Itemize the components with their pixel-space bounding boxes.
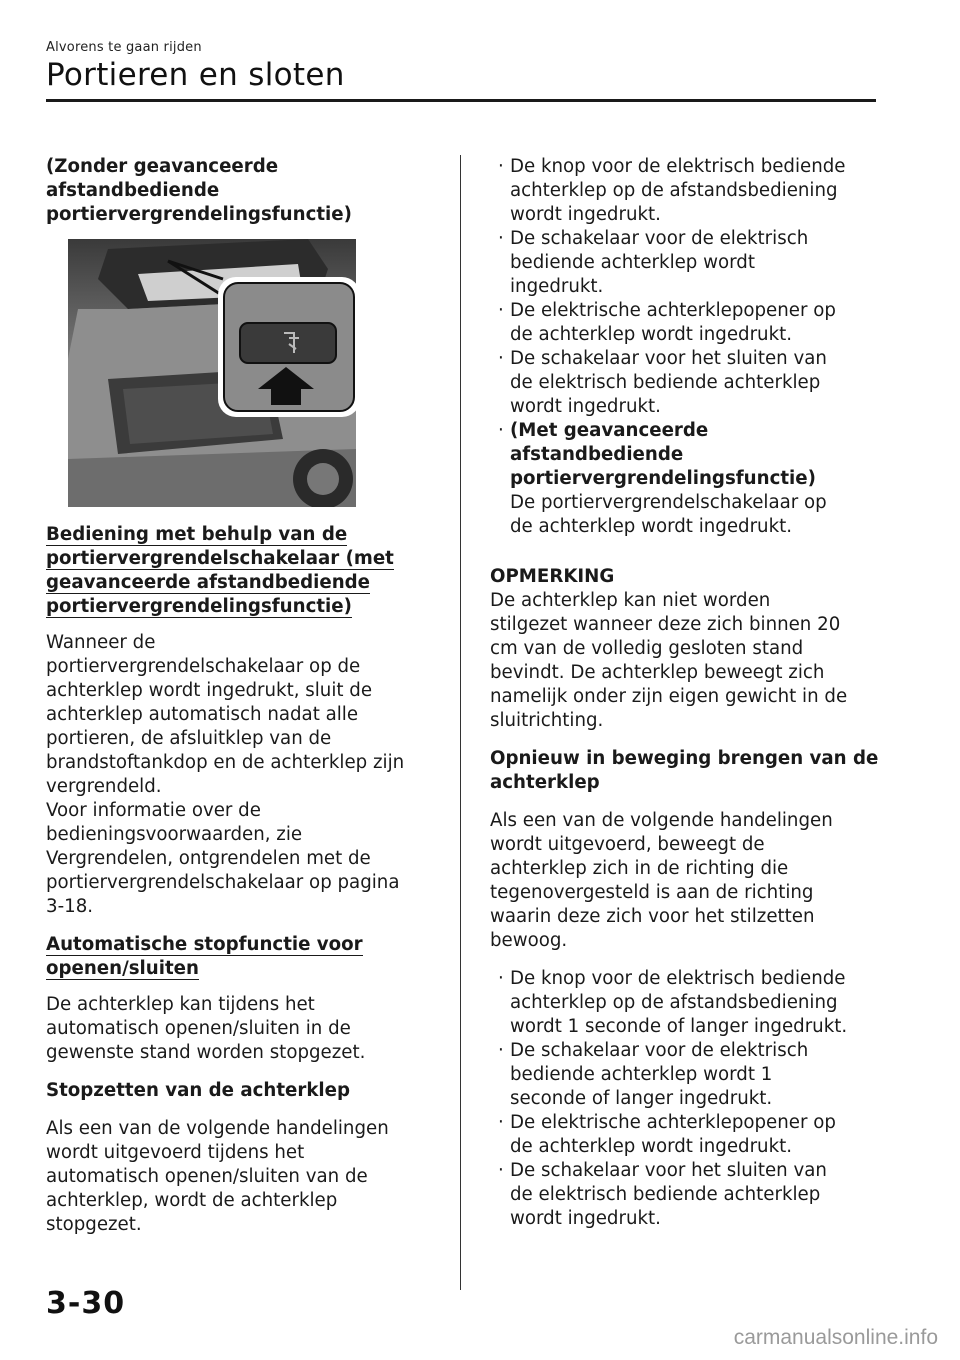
text-line: achterklep zich in de richting die	[490, 858, 789, 879]
section-title: Portieren en sloten	[46, 57, 345, 93]
text-line: automatisch openen/sluiten in de	[46, 1018, 351, 1039]
list-item	[490, 1159, 890, 1231]
text-line: wordt uitgevoerd tijdens het	[46, 1142, 305, 1163]
text-line: Als een van de volgende handelingen	[490, 810, 833, 831]
intro-heading	[46, 155, 441, 227]
text-line: bediende achterklep wordt	[510, 252, 755, 273]
text-line: afstandbediende	[510, 444, 684, 465]
list-item	[490, 1111, 890, 1159]
bullet-dot-icon: ·	[498, 1160, 504, 1181]
list-item	[490, 967, 890, 1039]
paragraph-stop	[46, 1117, 441, 1237]
text-line: achterklep, wordt de achterklep	[46, 1190, 338, 1211]
text-line: De portiervergrendelschakelaar op	[510, 492, 827, 513]
bullet-dot-icon: ·	[498, 156, 504, 177]
list-item	[490, 227, 890, 299]
text-line: cm van de volledig gesloten stand	[490, 638, 804, 659]
list-item	[490, 347, 890, 419]
text-line: achterklep op de afstandsbediening	[510, 992, 838, 1013]
text-line: namelijk onder zijn eigen gewicht in de	[490, 686, 848, 707]
breadcrumb: Alvorens te gaan rijden	[46, 40, 202, 55]
text-line: bevindt. De achterklep beweegt zich	[490, 662, 825, 683]
paragraph-restart	[490, 809, 890, 953]
bullet-dot-icon: ·	[498, 300, 504, 321]
text-line: portiervergrendelschakelaar op de	[46, 656, 361, 677]
text-line: De knop voor de elektrisch bediende	[510, 968, 846, 989]
tailgate-switch-icon	[240, 323, 336, 363]
text-line: Vergrendelen, ontgrendelen met de	[46, 848, 371, 869]
text-line: bediende achterklep wordt 1	[510, 1064, 773, 1085]
text-line: portiervergrendelschakelaar (met	[46, 548, 394, 569]
text-line: De achterklep kan tijdens het	[46, 994, 315, 1015]
text-line: De elektrische achterklepopener op	[510, 1112, 836, 1133]
text-line: 3-18.	[46, 896, 94, 917]
text-line: portiervergrendelschakelaar op pagina	[46, 872, 400, 893]
text-line: stilgezet wanneer deze zich binnen 20	[490, 614, 841, 635]
text-line: (Met geavanceerde	[510, 420, 709, 441]
list-item	[490, 155, 890, 227]
text-line: De knop voor de elektrisch bediende	[510, 156, 846, 177]
text-line: bedieningsvoorwaarden, zie	[46, 824, 303, 845]
text-line: de achterklep wordt ingedrukt.	[510, 516, 793, 537]
text-line: wordt 1 seconde of langer ingedrukt.	[510, 1016, 848, 1037]
text-line: afstandbediende	[46, 180, 220, 201]
text-line: Bediening met behulp van de	[46, 524, 348, 545]
text-line: de achterklep wordt ingedrukt.	[510, 1136, 793, 1157]
restart-actions-list	[490, 967, 890, 1231]
text-line: de achterklep wordt ingedrukt.	[510, 324, 793, 345]
bullet-dot-icon: ·	[498, 228, 504, 249]
text-line: achterklep	[490, 772, 600, 793]
text-line: portieren, de afsluitklep van de	[46, 728, 332, 749]
text-line: De schakelaar voor de elektrisch	[510, 1040, 809, 1061]
text-line: achterklep wordt ingedrukt, sluit de	[46, 680, 373, 701]
text-line: portiervergrendelingsfunctie)	[510, 468, 816, 489]
text-line: De elektrische achterklepopener op	[510, 300, 836, 321]
left-column	[46, 155, 441, 1237]
text-line: tegenovergesteld is aan de richting	[490, 882, 814, 903]
column-divider	[460, 155, 461, 1290]
heading-restart	[490, 747, 890, 795]
tailgate-illustration	[68, 239, 356, 507]
bullet-dot-icon: ·	[498, 968, 504, 989]
bullet-dot-icon: ·	[498, 1040, 504, 1061]
paragraph-door-lock-switch	[46, 631, 441, 919]
text-line: Wanneer de	[46, 632, 156, 653]
text-line: automatisch openen/sluiten van de	[46, 1166, 368, 1187]
text-line: portiervergrendelingsfunctie)	[46, 596, 352, 617]
tailgate-photo	[68, 239, 356, 507]
bullet-dot-icon: ·	[498, 420, 504, 441]
text-line: seconde of langer ingedrukt.	[510, 1088, 773, 1109]
text-line: De achterklep kan niet worden	[490, 590, 771, 611]
text-line: Automatische stopfunctie voor	[46, 934, 363, 955]
list-item	[490, 419, 890, 539]
subheading-stop: Stopzetten van de achterklep	[46, 1080, 351, 1101]
text-line: gewenste stand worden stopgezet.	[46, 1042, 366, 1063]
text-line: de elektrisch bediende achterklep	[510, 372, 821, 393]
note-label: OPMERKING	[490, 566, 615, 587]
list-item	[490, 299, 890, 347]
stop-actions-list	[490, 155, 890, 539]
bullet-dot-icon: ·	[498, 348, 504, 369]
text-line: portiervergrendelingsfunctie)	[46, 204, 352, 225]
text-line: achterklep automatisch nadat alle	[46, 704, 359, 725]
text-line: Opnieuw in beweging brengen van de	[490, 748, 879, 769]
text-line: brandstoftankdop en de achterklep zijn	[46, 752, 405, 773]
text-line: waarin deze zich voor het stilzetten	[490, 906, 815, 927]
bullet-dot-icon: ·	[498, 1112, 504, 1133]
text-line: de elektrisch bediende achterklep	[510, 1184, 821, 1205]
text-line: De schakelaar voor het sluiten van	[510, 1160, 827, 1181]
page-header	[46, 40, 876, 93]
note-text	[490, 589, 890, 733]
text-line: geavanceerde afstandbediende	[46, 572, 371, 593]
text-line: De schakelaar voor het sluiten van	[510, 348, 827, 369]
text-line: wordt ingedrukt.	[510, 396, 661, 417]
right-column	[490, 155, 890, 1231]
text-line: bewoog.	[490, 930, 568, 951]
page-number: 3-30	[46, 1286, 126, 1321]
heading-door-lock-switch	[46, 523, 441, 619]
text-line: wordt uitgevoerd, beweegt de	[490, 834, 765, 855]
text-line: openen/sluiten	[46, 958, 199, 979]
text-line: (Zonder geavanceerde	[46, 156, 279, 177]
paragraph-auto-stop	[46, 993, 441, 1065]
text-line: sluitrichting.	[490, 710, 604, 731]
text-line: ingedrukt.	[510, 276, 604, 297]
text-line: Als een van de volgende handelingen	[46, 1118, 389, 1139]
text-line: achterklep op de afstandsbediening	[510, 180, 838, 201]
text-line: wordt ingedrukt.	[510, 204, 661, 225]
text-line: De schakelaar voor de elektrisch	[510, 228, 809, 249]
list-item	[490, 1039, 890, 1111]
watermark: carmanualsonline.info	[733, 1326, 938, 1349]
heading-auto-stop	[46, 933, 441, 981]
text-line: stopgezet.	[46, 1214, 142, 1235]
header-rule	[46, 99, 876, 102]
text-line: vergrendeld.	[46, 776, 162, 797]
text-line: wordt ingedrukt.	[510, 1208, 661, 1229]
text-line: Voor informatie over de	[46, 800, 261, 821]
